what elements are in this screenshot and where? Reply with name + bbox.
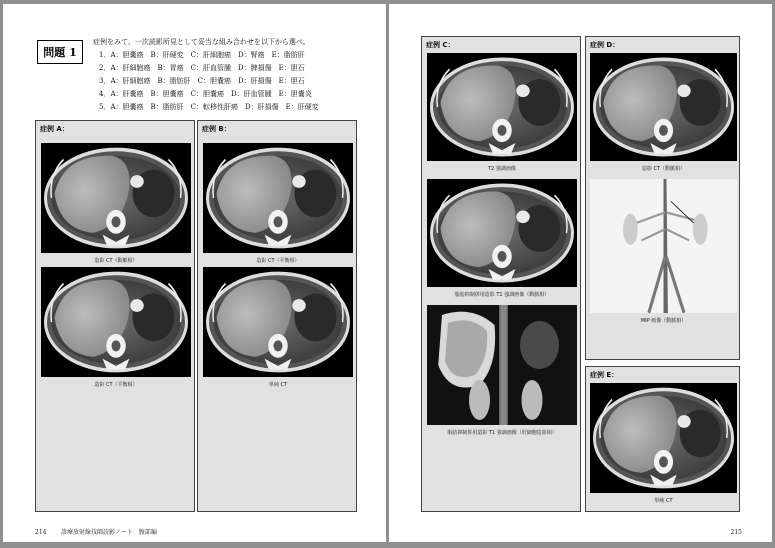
case-b-image-plain bbox=[203, 267, 353, 377]
answer-option-5: 5．A：胆嚢癌 B：脂肪肝 C：転移性肝癌 D：肝損傷 E：肝硬変 bbox=[99, 103, 319, 111]
case-d-image-arterial bbox=[590, 53, 737, 161]
case-c-caption-1: T2 強調画像 bbox=[488, 166, 516, 172]
case-d-panel bbox=[585, 36, 740, 360]
case-d-image-mip bbox=[590, 179, 737, 313]
answer-option-4: 4．A：肝嚢癌 B：胆嚢癌 C：胆嚢癌 D：肝血管腫 E：胆嚢炎 bbox=[99, 90, 312, 98]
case-e-image-plain bbox=[590, 383, 737, 493]
right-page bbox=[389, 4, 772, 542]
case-b-panel bbox=[197, 120, 357, 512]
case-a-image-equilibrium bbox=[41, 267, 191, 377]
right-page-number: 215 bbox=[730, 529, 742, 536]
case-d-label: 症例 D： bbox=[590, 41, 620, 49]
case-a-image-arterial bbox=[41, 143, 191, 253]
case-e-caption-1: 単純 CT bbox=[654, 498, 673, 504]
case-b-caption-2: 単純 CT bbox=[268, 382, 288, 388]
case-d-caption-2: MIP 画像（動脈相） bbox=[640, 318, 687, 324]
question-label: 問題 1 bbox=[37, 40, 83, 64]
case-a-caption-1: 造影 CT（動脈相） bbox=[94, 258, 138, 264]
answer-option-1: 1．A：胆嚢癌 B：肝硬変 C：肝細胞癌 D：腎癌 E：脂肪肝 bbox=[99, 51, 305, 59]
case-e-label: 症例 E： bbox=[590, 371, 619, 379]
case-d-caption-1: 造影 CT（動脈相） bbox=[641, 166, 686, 172]
case-e-panel bbox=[585, 366, 740, 512]
case-c-image-t1-arterial bbox=[427, 179, 577, 287]
left-page bbox=[3, 4, 386, 542]
answer-option-3: 3．A：肝細胞癌 B：脂肪肝 C：胆嚢癌 D：肝損傷 E：胆石 bbox=[99, 77, 305, 85]
case-c-label: 症例 C： bbox=[426, 41, 455, 49]
case-c-caption-3: 脂肪抑制併用造影 T1 強調画像（肝細胞造影相） bbox=[447, 430, 557, 436]
answer-option-2: 2．A：肝細胞癌 B：胃癌 C：肝血管腫 D：脾損傷 E：胆石 bbox=[99, 64, 305, 72]
case-a-caption-2: 造影 CT（平衡相） bbox=[94, 382, 138, 388]
case-c-image-t2 bbox=[427, 53, 577, 161]
case-c-image-t1-hepatocyte bbox=[427, 305, 577, 425]
case-b-label: 症例 B： bbox=[202, 125, 231, 133]
book-title: 診療放射線技師読影ノート 腹部編 bbox=[61, 529, 157, 536]
case-c-caption-2: 脂肪抑制併用造影 T1 強調画像（動脈相） bbox=[454, 292, 550, 298]
left-page-number: 214 bbox=[35, 529, 47, 536]
case-b-caption-1: 造影 CT（平衡相） bbox=[256, 258, 300, 264]
question-prompt: 症例をみて、一次読影所見として妥当な組み合わせを以下から選べ。 bbox=[93, 38, 310, 46]
case-b-image-equilibrium bbox=[203, 143, 353, 253]
case-c-panel bbox=[421, 36, 581, 512]
case-a-label: 症例 A： bbox=[40, 125, 69, 133]
case-a-panel bbox=[35, 120, 195, 512]
question-text bbox=[93, 36, 319, 114]
